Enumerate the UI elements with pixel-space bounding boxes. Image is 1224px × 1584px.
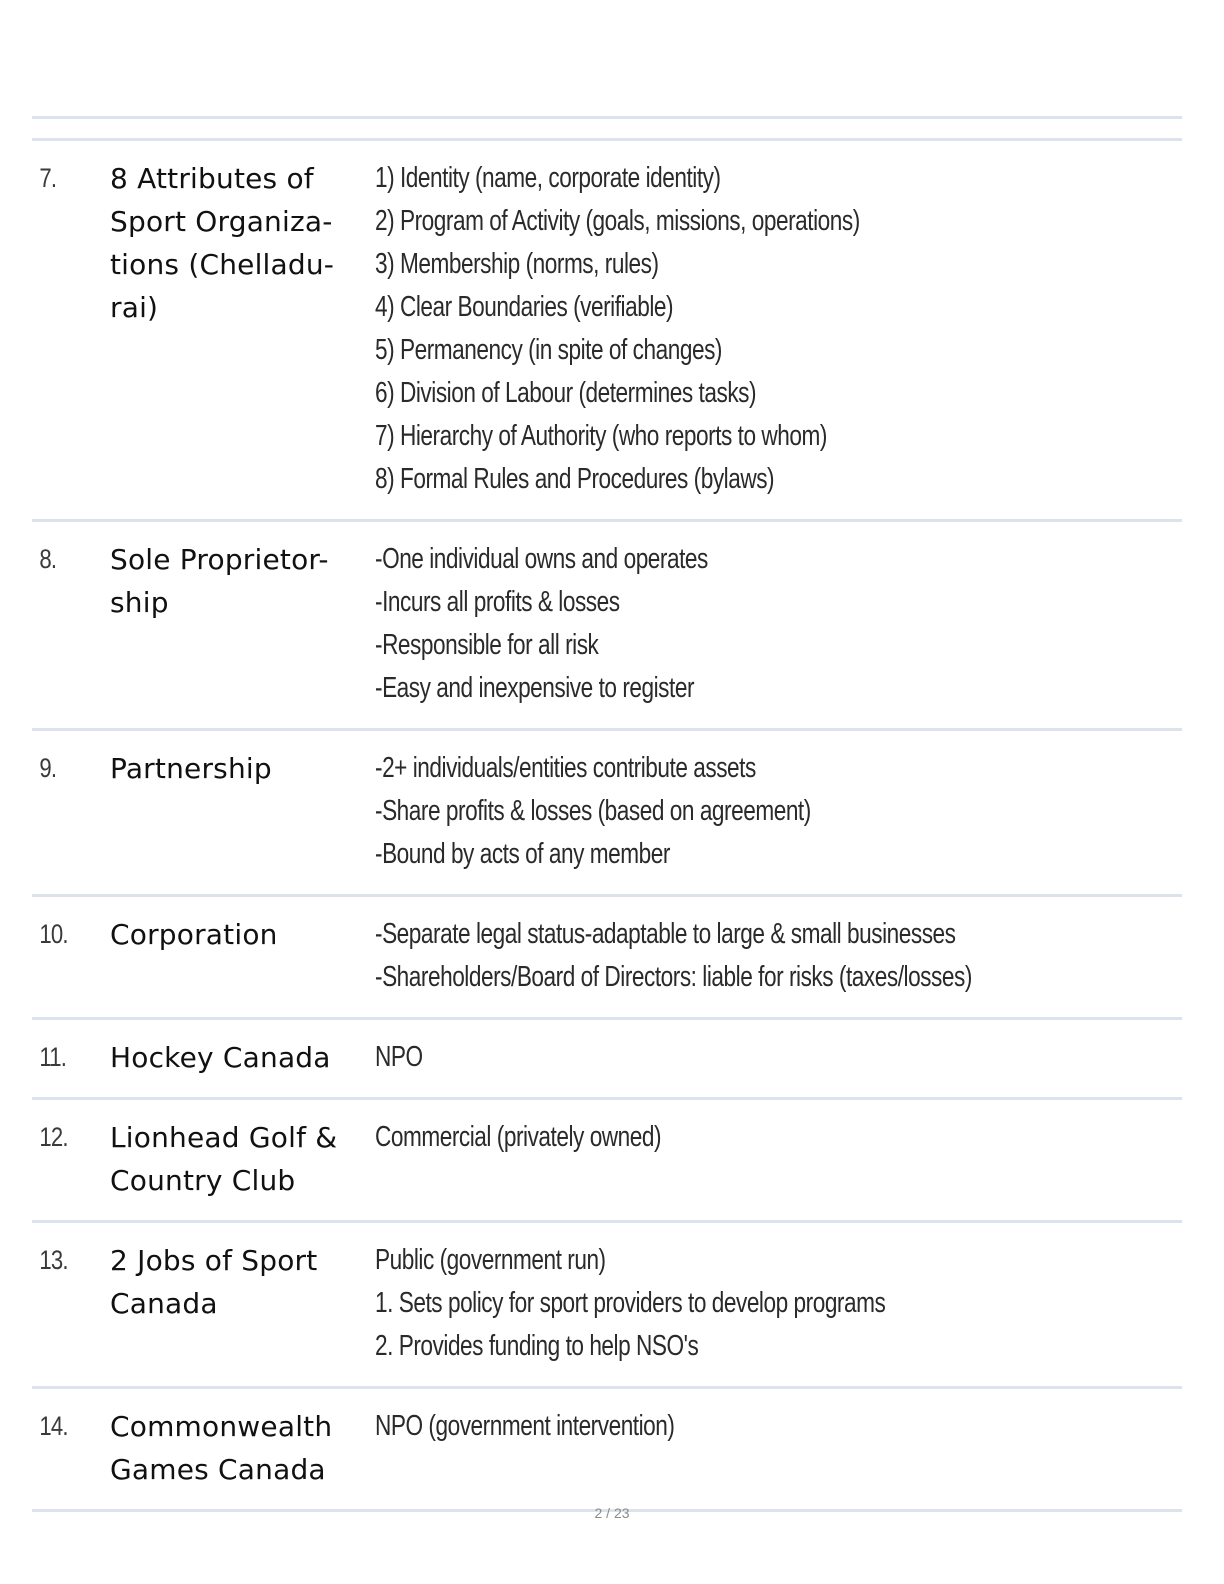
term-line: Games Canada <box>110 1453 326 1486</box>
term-line: Canada <box>110 1287 218 1320</box>
card-number: 10. <box>39 919 68 949</box>
card-term <box>110 913 375 999</box>
card-term <box>110 1116 375 1202</box>
definition-line: -2+ individuals/entities contribute assets <box>375 752 756 784</box>
definition-line: 2) Program of Activity (goals, missions, operations) <box>375 205 860 237</box>
definition-line: NPO <box>375 1041 423 1073</box>
definition-line: 7) Hierarchy of Authority (who reports to whom) <box>375 420 827 452</box>
definition-line: NPO (government intervention) <box>375 1410 675 1442</box>
term-line: Partnership <box>110 752 272 785</box>
term-line: Country Club <box>110 1164 296 1197</box>
definition-line: -Share profits & losses (based on agreement) <box>375 795 811 827</box>
card-row-9 <box>32 731 1182 897</box>
term-line: 2 Jobs of Sport <box>110 1244 318 1277</box>
term-line: Lionhead Golf & <box>110 1121 338 1154</box>
term-line: Hockey Canada <box>110 1041 331 1074</box>
definition-line: 6) Division of Labour (determines tasks) <box>375 377 757 409</box>
card-number: 13. <box>39 1245 68 1275</box>
term-line: Corporation <box>110 918 278 951</box>
definition-line: Public (government run) <box>375 1244 606 1276</box>
term-line: tions (Chelladu- <box>110 248 335 281</box>
card-row-12 <box>32 1100 1182 1223</box>
definition-line: -One individual owns and operates <box>375 543 708 575</box>
flashcard-table <box>32 138 1182 1512</box>
definition-line: -Incurs all profits & losses <box>375 586 620 618</box>
card-number: 9. <box>39 753 57 783</box>
card-row-7 <box>32 141 1182 522</box>
card-definition <box>375 538 1182 710</box>
term-line: Commonwealth <box>110 1410 333 1443</box>
definition-line: -Bound by acts of any member <box>375 838 670 870</box>
card-definition <box>375 1239 1182 1368</box>
card-term <box>110 1239 375 1368</box>
card-definition <box>375 913 1182 999</box>
definition-line: 5) Permanency (in spite of changes) <box>375 334 722 366</box>
term-line: Sport Organiza- <box>110 205 333 238</box>
definition-line: 4) Clear Boundaries (verifiable) <box>375 291 674 323</box>
page-number: 2 / 23 <box>594 1505 630 1521</box>
card-definition <box>375 1036 1182 1079</box>
definition-line: -Separate legal status-adaptable to large & small businesses <box>375 918 956 950</box>
definition-line: 3) Membership (norms, rules) <box>375 248 659 280</box>
card-row-8 <box>32 522 1182 731</box>
card-number: 11. <box>39 1042 67 1072</box>
card-row-10 <box>32 897 1182 1020</box>
card-term <box>110 538 375 710</box>
definition-line: -Shareholders/Board of Directors: liable for risks (taxes/losses) <box>375 961 972 993</box>
card-definition <box>375 1116 1182 1202</box>
card-row-11 <box>32 1020 1182 1100</box>
term-line: Sole Proprietor- <box>110 543 329 576</box>
term-line: rai) <box>110 291 159 324</box>
term-line: 8 Attributes of <box>110 162 314 195</box>
term-line: ship <box>110 586 169 619</box>
card-number: 8. <box>39 544 57 574</box>
card-number: 14. <box>39 1411 68 1441</box>
card-number: 7. <box>39 163 57 193</box>
definition-line: 2. Provides funding to help NSO's <box>375 1330 699 1362</box>
definition-line: Commercial (privately owned) <box>375 1121 662 1153</box>
definition-line: 1. Sets policy for sport providers to develop programs <box>375 1287 886 1319</box>
card-term <box>110 1405 375 1491</box>
card-row-13 <box>32 1223 1182 1389</box>
definition-line: -Responsible for all risk <box>375 629 599 661</box>
card-definition <box>375 1405 1182 1491</box>
top-divider <box>32 116 1182 119</box>
card-term <box>110 1036 375 1079</box>
definition-line: 8) Formal Rules and Procedures (bylaws) <box>375 463 775 495</box>
card-term <box>110 157 375 501</box>
card-definition <box>375 747 1182 876</box>
card-row-14 <box>32 1389 1182 1512</box>
card-term <box>110 747 375 876</box>
card-definition <box>375 157 1182 501</box>
definition-line: -Easy and inexpensive to register <box>375 672 695 704</box>
definition-line: 1) Identity (name, corporate identity) <box>375 162 721 194</box>
card-number: 12. <box>39 1122 68 1152</box>
